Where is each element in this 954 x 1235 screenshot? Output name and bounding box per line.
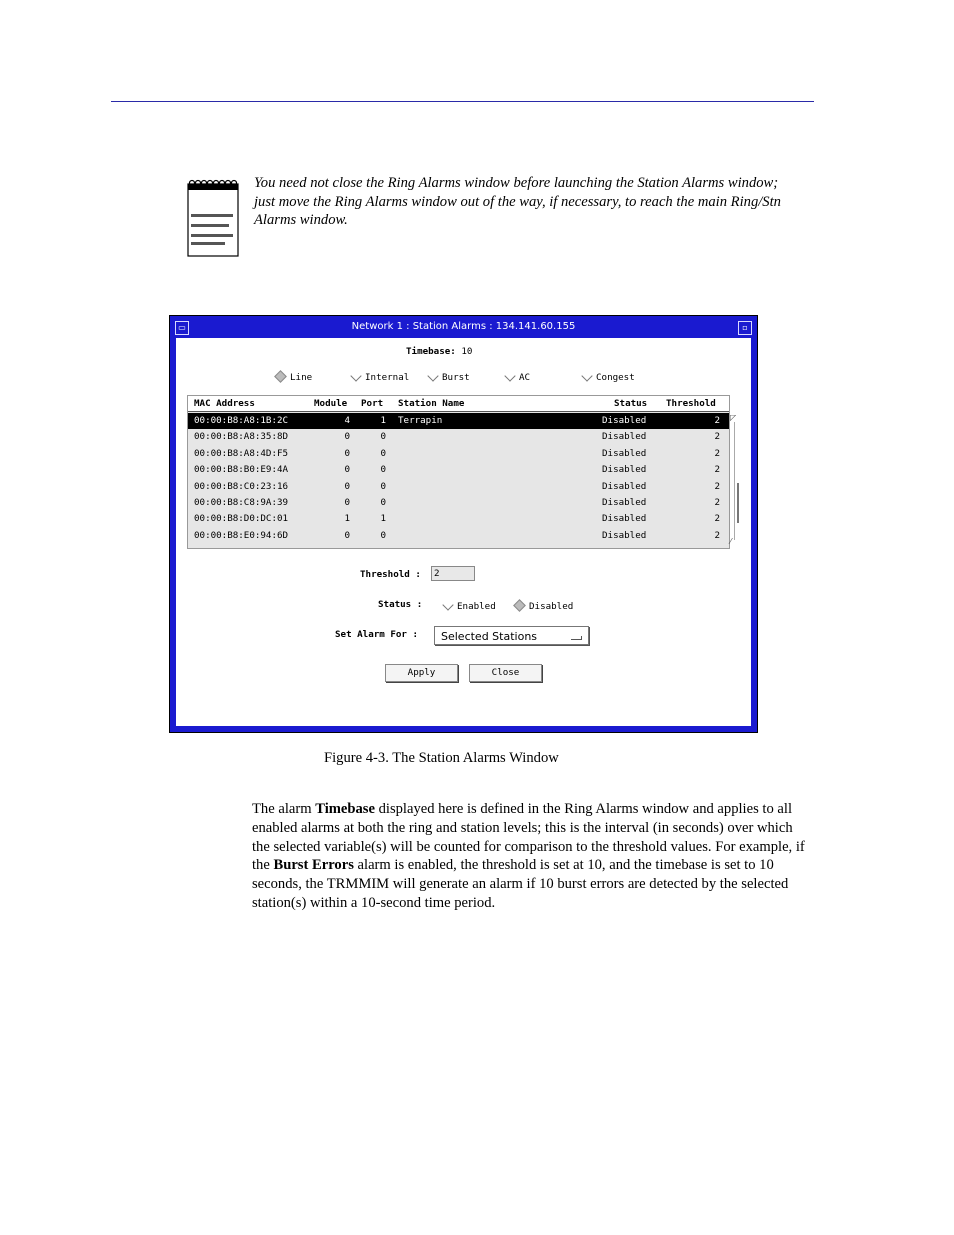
alarm-type-internal[interactable] — [352, 372, 409, 383]
radio-unselected-icon — [427, 370, 438, 381]
cell-threshold: 2 — [714, 431, 720, 443]
cell-module: 0 — [344, 431, 350, 443]
table-row[interactable] — [188, 511, 729, 527]
col-threshold: Threshold — [666, 398, 716, 409]
cell-threshold: 2 — [714, 513, 720, 525]
alarm-type-label: Burst — [442, 372, 470, 383]
window-menu-icon[interactable]: ▭ — [175, 321, 189, 335]
body-text: The alarm — [252, 801, 316, 817]
cell-status: Disabled — [602, 497, 647, 508]
cell-module: 0 — [344, 464, 350, 476]
notepad-icon — [186, 178, 240, 258]
radio-unselected-icon — [442, 599, 453, 610]
radio-unselected-icon — [350, 370, 361, 381]
cell-module: 0 — [344, 480, 350, 492]
scroll-thumb[interactable] — [732, 483, 739, 523]
status-disabled[interactable] — [515, 601, 573, 612]
cell-mac: 00:00:B8:B0:E9:4A — [194, 464, 289, 476]
col-status: Status — [614, 398, 648, 409]
body-paragraph — [252, 800, 814, 913]
threshold-label: Threshold : — [360, 569, 421, 580]
cell-threshold: 2 — [714, 464, 720, 476]
status-enabled[interactable] — [444, 601, 496, 612]
station-table[interactable] — [187, 395, 730, 549]
cell-mac: 00:00:B8:A8:1B:2C — [194, 415, 289, 426]
cell-station-name: Terrapin — [398, 415, 443, 426]
title-bar[interactable] — [174, 319, 753, 335]
alarm-type-label: AC — [519, 372, 531, 383]
col-port: Port — [361, 398, 384, 409]
col-station-name: Station Name — [398, 398, 465, 409]
cell-status: Disabled — [602, 529, 647, 541]
cell-status: Disabled — [602, 480, 647, 492]
timebase-row — [406, 346, 472, 357]
cell-port: 0 — [380, 464, 386, 476]
cell-port: 0 — [380, 447, 386, 459]
radio-unselected-icon — [581, 370, 592, 381]
cell-threshold: 2 — [714, 415, 720, 426]
radio-selected-icon — [274, 370, 287, 383]
cell-port: 1 — [380, 415, 386, 426]
timebase-label: Timebase: — [406, 346, 456, 357]
set-alarm-label: Set Alarm For : — [335, 629, 418, 640]
minimize-icon[interactable]: ▫ — [738, 321, 752, 335]
body-text: displayed here is defined in the Ring Alarms window and applies to all enabled alarms at both the ring and station levels; this is the interval (in seconds) over which the selected variable(s) will be counted for comparison to the threshold values. For example, if the — [252, 801, 805, 874]
scroll-up-icon[interactable]: ◸ — [730, 413, 737, 422]
status-label: Status : — [378, 599, 423, 610]
cell-port: 0 — [380, 529, 386, 541]
radio-unselected-icon — [504, 370, 515, 381]
status-option-label: Enabled — [457, 601, 496, 612]
figure-caption: Figure 4-3. The Station Alarms Window — [324, 750, 559, 766]
table-row[interactable] — [188, 495, 729, 511]
table-scrollbar[interactable] — [730, 413, 741, 547]
cell-mac: 00:00:B8:C8:9A:39 — [194, 497, 289, 508]
cell-port: 0 — [380, 480, 386, 492]
cell-mac: 00:00:B8:A8:35:8D — [194, 431, 289, 443]
cell-status: Disabled — [602, 431, 647, 443]
alarm-type-line[interactable] — [276, 372, 312, 383]
alarm-type-label: Congest — [596, 372, 635, 383]
cell-port: 0 — [380, 497, 386, 508]
cell-status: Disabled — [602, 447, 647, 459]
header-rule — [111, 101, 814, 102]
table-header — [188, 396, 729, 412]
cell-module: 0 — [344, 447, 350, 459]
table-row[interactable] — [188, 413, 729, 429]
col-module: Module — [314, 398, 348, 409]
cell-mac: 00:00:B8:A8:4D:F5 — [194, 447, 289, 459]
cell-threshold: 2 — [714, 447, 720, 459]
cell-status: Disabled — [602, 513, 647, 525]
station-alarms-window — [169, 315, 758, 733]
cell-module: 4 — [344, 415, 350, 426]
radio-selected-icon — [513, 599, 526, 612]
cell-status: Disabled — [602, 415, 647, 426]
set-alarm-dropdown[interactable] — [434, 626, 589, 645]
status-option-label: Disabled — [529, 601, 574, 612]
threshold-input[interactable]: 2 — [431, 566, 475, 581]
window-title: Network 1 : Station Alarms : 134.141.60.155 — [351, 321, 576, 332]
cell-status: Disabled — [602, 464, 647, 476]
dropdown-caret-icon — [571, 636, 582, 640]
cell-port: 1 — [380, 513, 386, 525]
col-mac: MAC Address — [194, 398, 255, 409]
cell-module: 1 — [344, 513, 350, 525]
body-bold-timebase: Timebase — [315, 801, 375, 817]
alarm-type-label: Line — [290, 372, 313, 383]
window-client — [176, 338, 751, 726]
table-row[interactable] — [188, 462, 729, 478]
table-row[interactable] — [188, 429, 729, 445]
alarm-type-label: Internal — [365, 372, 410, 383]
alarm-type-congest[interactable] — [583, 372, 635, 383]
cell-mac: 00:00:B8:D0:DC:01 — [194, 513, 289, 525]
scroll-down-icon[interactable]: ⁄ — [730, 537, 732, 546]
note-text: You need not close the Ring Alarms window before launching the Station Alarms window; just move the Ring Alarms window out of the way, if necessary, to reach the main Ring/Stn Alarms window. — [254, 175, 781, 229]
cell-mac: 00:00:B8:C0:23:16 — [194, 480, 289, 492]
cell-threshold: 2 — [714, 529, 720, 541]
cell-port: 0 — [380, 431, 386, 443]
close-button[interactable]: Close — [469, 664, 542, 682]
alarm-type-ac[interactable] — [506, 372, 530, 383]
cell-threshold: 2 — [714, 497, 720, 508]
table-row[interactable] — [188, 446, 729, 462]
alarm-type-burst[interactable] — [429, 372, 470, 383]
table-row[interactable] — [188, 479, 729, 495]
cell-threshold: 2 — [714, 480, 720, 492]
set-alarm-value: Selected Stations — [441, 630, 538, 643]
cell-module: 0 — [344, 497, 350, 508]
table-row[interactable] — [188, 528, 732, 546]
cell-module: 0 — [344, 529, 350, 541]
cell-mac: 00:00:B8:E0:94:6D — [194, 529, 289, 541]
body-bold-burst-errors: Burst Errors — [273, 857, 354, 874]
timebase-value: 10 — [461, 346, 473, 357]
body-text: alarm is enabled, the threshold is set at 10, and the timebase is set to 10 seconds, the TRMMIM will generate an alarm if 10 burst errors are detected by the selected station(s) within a 10-second time period. — [252, 857, 789, 911]
apply-button[interactable]: Apply — [385, 664, 458, 682]
